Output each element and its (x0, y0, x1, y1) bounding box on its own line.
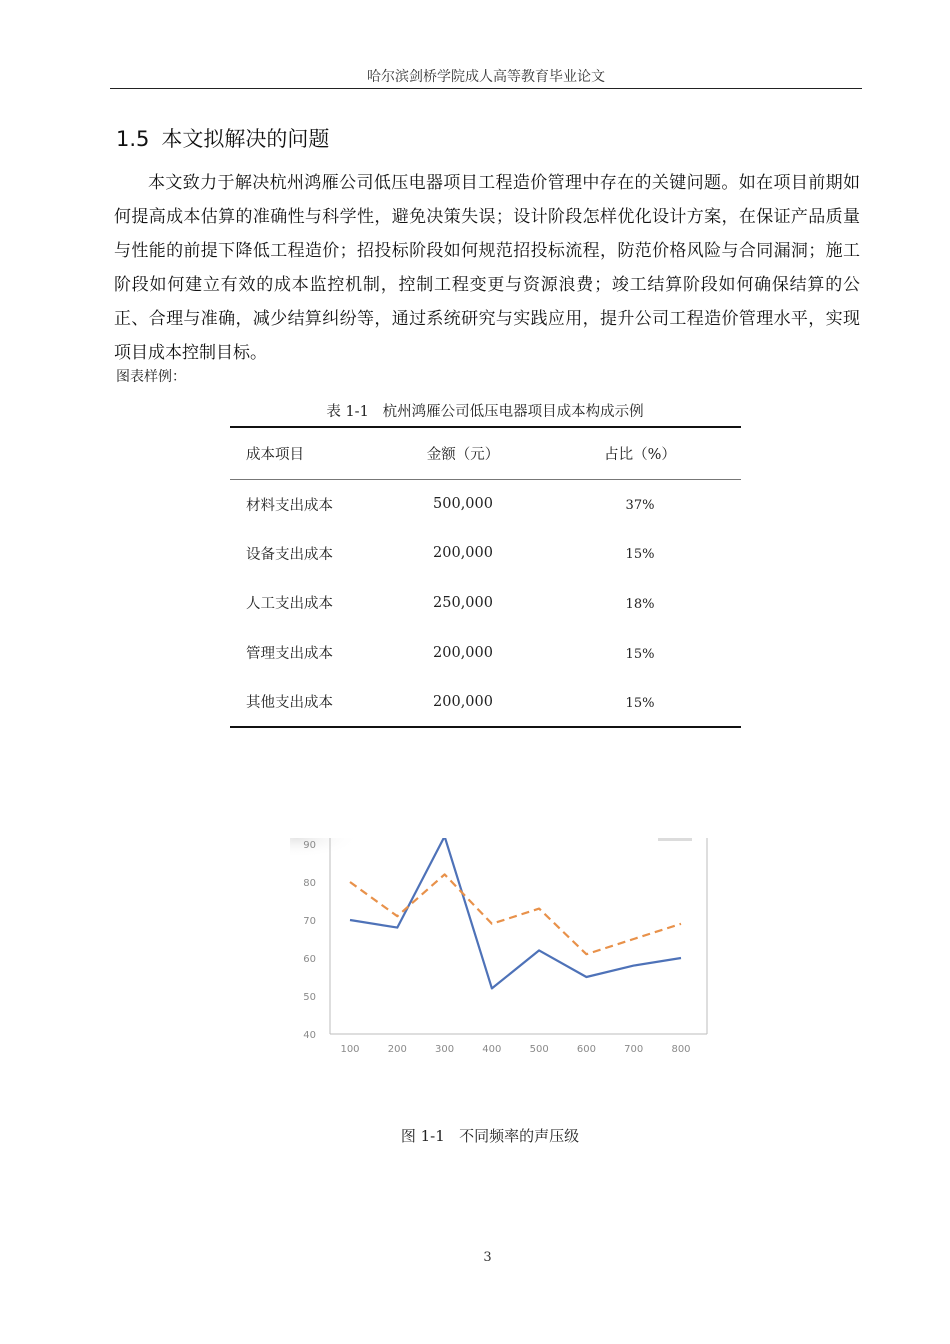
y-tick-label: 70 (303, 916, 316, 927)
table-row (230, 677, 741, 727)
cell-cost-item: 管理支出成本 (246, 646, 333, 663)
x-tick-label: 300 (435, 1044, 455, 1055)
x-tick-label: 500 (529, 1044, 549, 1055)
x-tick-label: 400 (482, 1044, 502, 1055)
cell-cost-item: 其他支出成本 (246, 695, 333, 712)
legend-fragment (658, 838, 692, 841)
cell-amount: 500,000 (433, 496, 493, 513)
running-header: 哈尔滨剑桥学院成人高等教育毕业论文 (367, 69, 605, 85)
series-line-2 (350, 874, 681, 954)
cell-share: 18% (625, 596, 655, 612)
header-share: 占比（%） (604, 446, 676, 463)
table-row (230, 628, 741, 678)
x-tick-label: 100 (340, 1044, 360, 1055)
line-chart (290, 838, 720, 1060)
cell-amount: 250,000 (433, 594, 493, 611)
cell-cost-item: 人工支出成本 (246, 596, 333, 613)
chart-corner-shade (290, 838, 360, 860)
y-tick-label: 80 (303, 878, 316, 889)
series-line-1 (350, 838, 681, 988)
table-header-row (230, 427, 741, 479)
cell-amount: 200,000 (433, 545, 493, 562)
cell-amount: 200,000 (433, 693, 493, 710)
cell-amount: 200,000 (433, 644, 493, 661)
cell-cost-item: 材料支出成本 (246, 497, 333, 514)
table-row (230, 479, 741, 529)
header-cost-item: 成本项目 (246, 446, 304, 463)
page-number: 3 (483, 1250, 492, 1265)
body-paragraph: 本文致力于解决杭州鸿雁公司低压电器项目工程造价管理中存在的关键问题。如在项目前期如何提高成本估算的准确性与科学性，避免决策失误；设计阶段怎样优化设计方案，在保证产品质量与性能的前提下降低工程造价；招投标阶段如何规范招投标流程，防范价格风险与合同漏洞；施工阶段如何建立有效的成本监控机制，控制工程变更与资源浪费；竣工结算阶段如何确保结算的公正、合理与准确，减少结算纠纷等，通过系统研究与实践应用，提升公司工程造价管理水平，实现项目成本控制目标。 (114, 173, 860, 363)
x-tick-label: 700 (624, 1044, 644, 1055)
y-tick-label: 50 (303, 992, 316, 1003)
x-tick-label: 800 (671, 1044, 691, 1055)
cell-share: 15% (625, 695, 655, 711)
x-tick-label: 600 (576, 1044, 596, 1055)
figure-caption: 图 1-1 不同频率的声压级 (400, 1127, 580, 1145)
section-number: 1.5 (116, 127, 150, 151)
y-tick-label: 90 (303, 840, 316, 851)
table-row (230, 529, 741, 579)
cell-share: 37% (625, 498, 655, 514)
table-caption: 表 1-1 杭州鸿雁公司低压电器项目成本构成示例 (326, 404, 644, 420)
cell-cost-item: 设备支出成本 (246, 546, 333, 563)
cell-share: 15% (625, 646, 655, 662)
cost-table (230, 426, 741, 728)
cell-share: 15% (625, 547, 655, 563)
table-row (230, 578, 741, 628)
x-tick-label: 200 (387, 1044, 407, 1055)
section-title: 本文拟解决的问题 (161, 127, 330, 151)
y-tick-label: 60 (303, 954, 316, 965)
header-rule (110, 88, 862, 89)
header-amount: 金额（元） (426, 446, 500, 463)
line-chart-svg (290, 838, 720, 1060)
y-tick-label: 40 (303, 1030, 316, 1041)
section-heading (116, 123, 329, 153)
figure-table-sample-label: 图表样例： (116, 369, 186, 385)
